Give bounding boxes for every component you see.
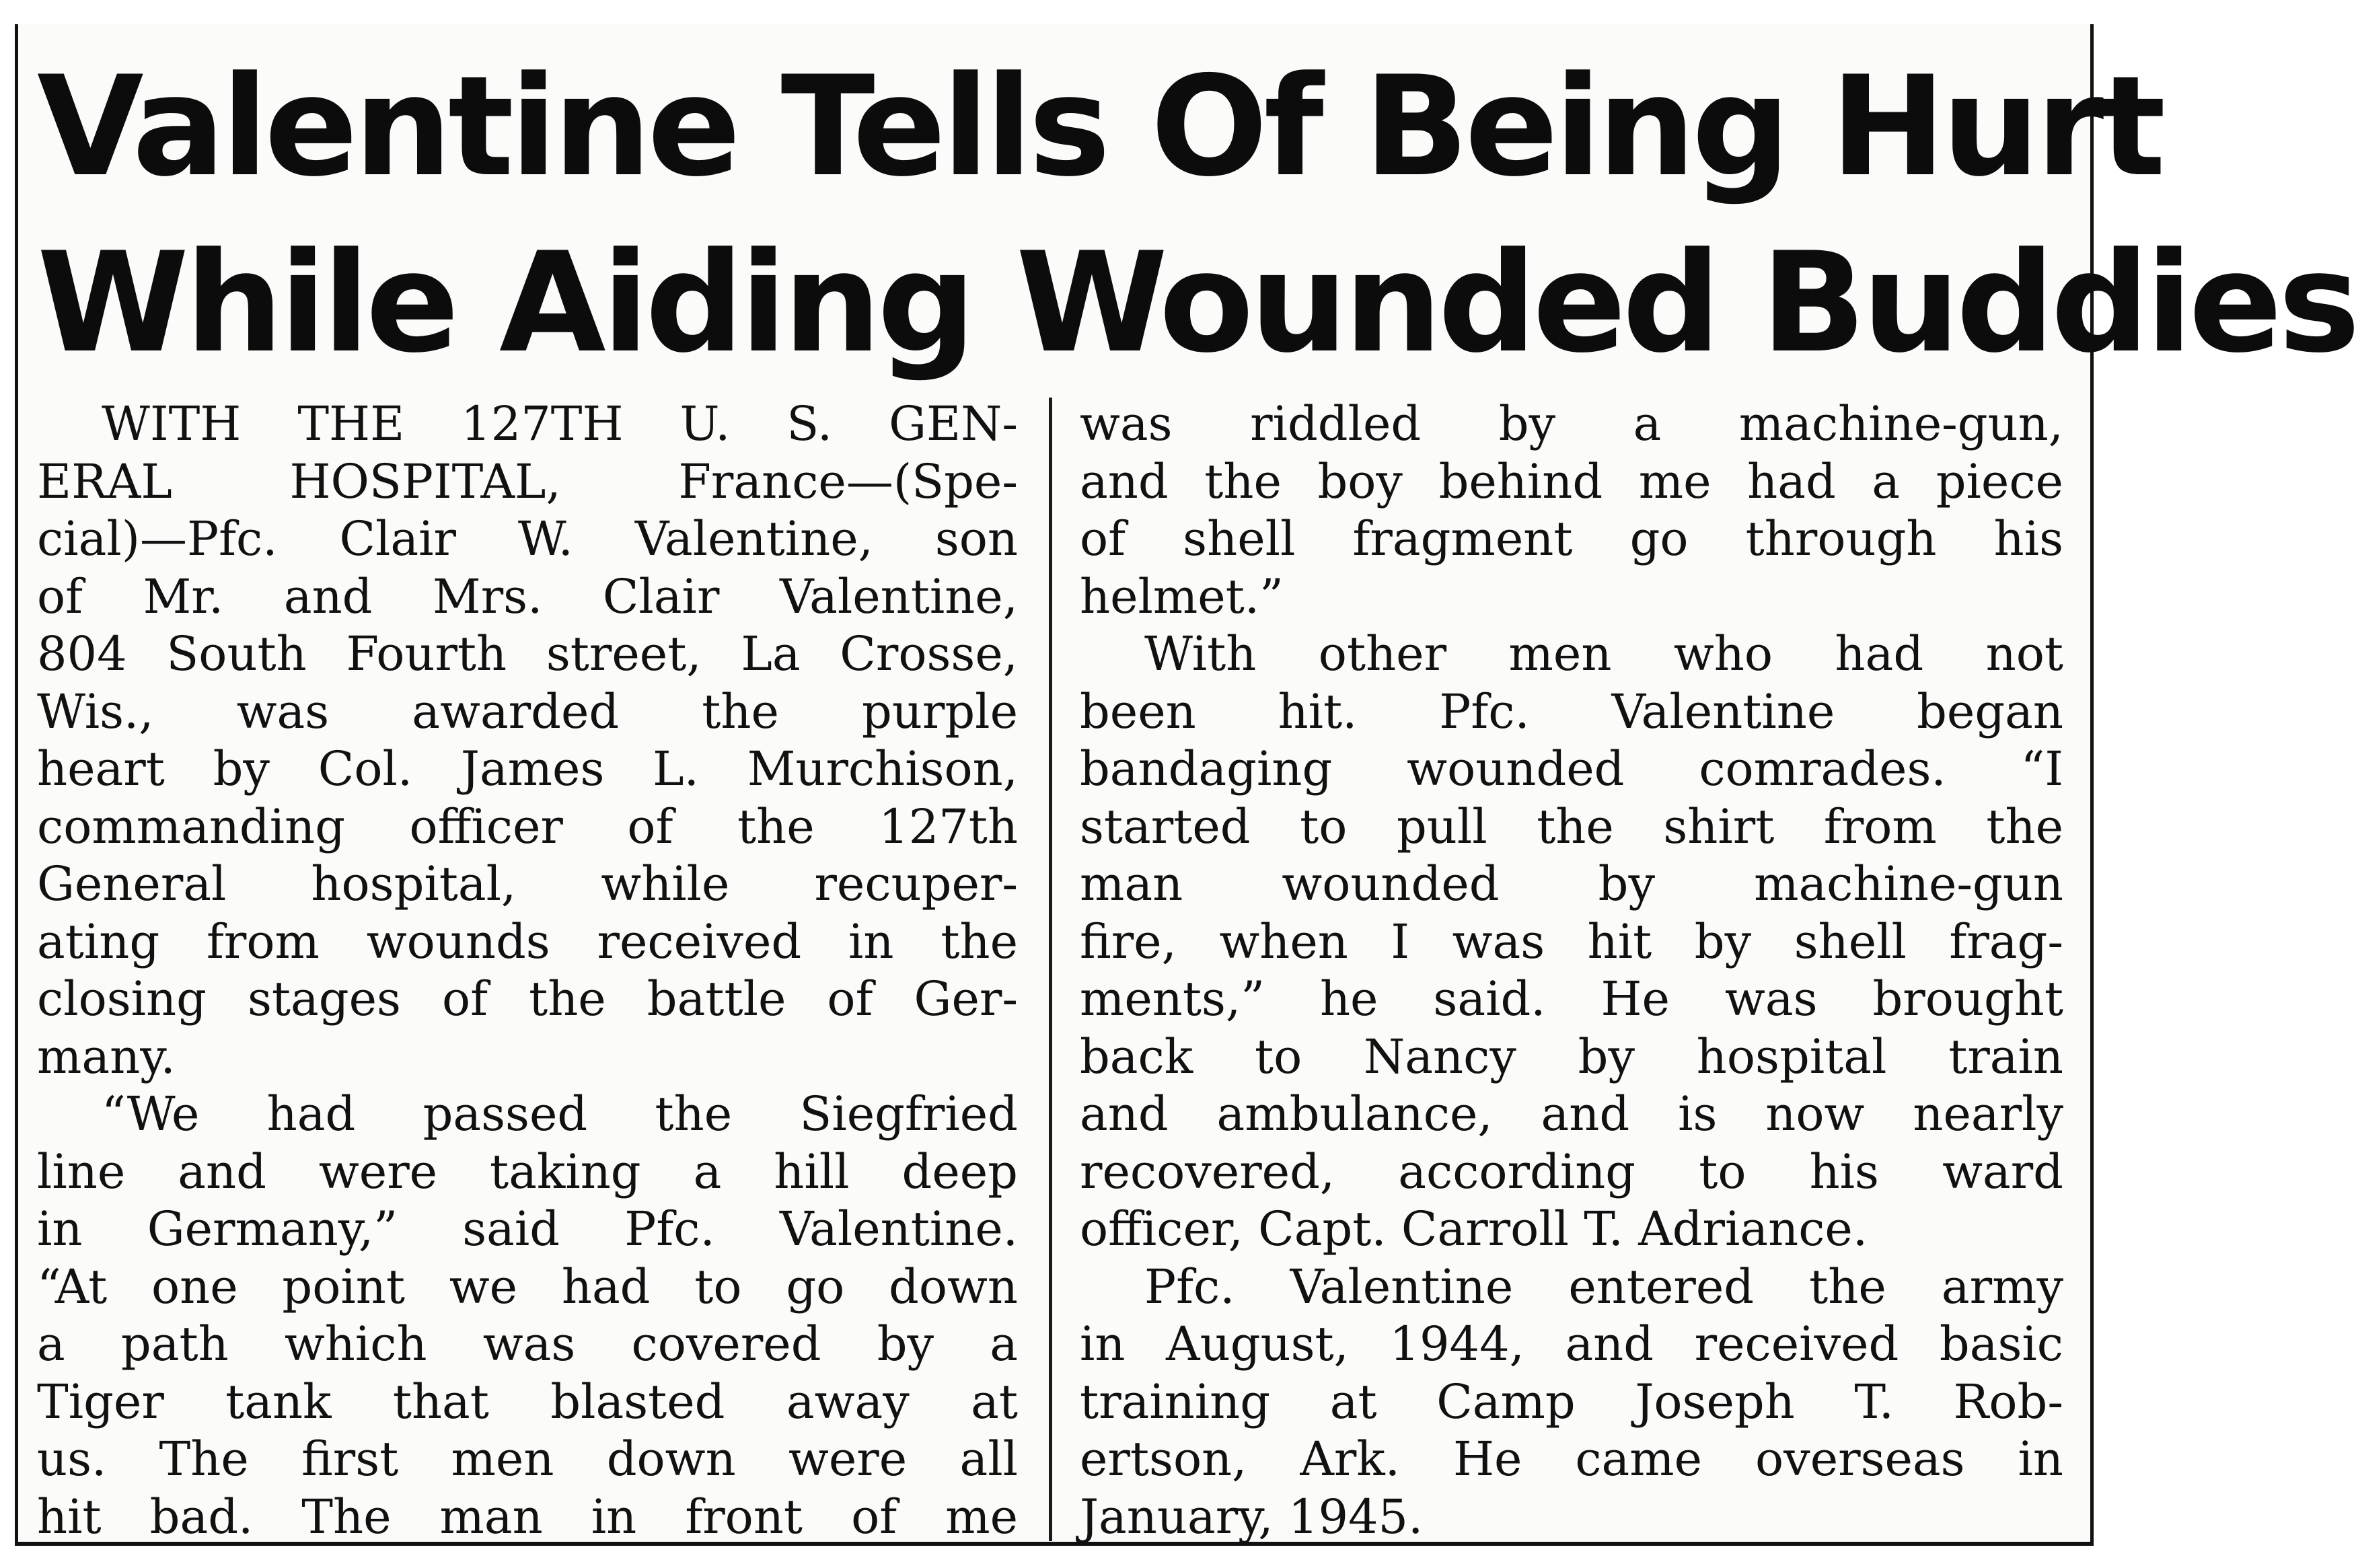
article-text-line: General hospital, while recuper- bbox=[37, 856, 1018, 911]
article-text-line: heart by Col. James L. Murchison, bbox=[37, 741, 1018, 796]
article-text-line: “At one point we had to go down bbox=[37, 1259, 1018, 1314]
article-text-line: of shell fragment go through his bbox=[1080, 511, 2063, 566]
column-divider bbox=[1049, 398, 1052, 1541]
article-text-line: of Mr. and Mrs. Clair Valentine, bbox=[37, 568, 1018, 624]
article-text-line: With other men who had not bbox=[1144, 626, 2063, 681]
article-text-line: and the boy behind me had a piece bbox=[1080, 453, 2063, 509]
article-text-line: “We had passed the Siegfried bbox=[102, 1086, 1018, 1142]
article-text-line: training at Camp Joseph T. Rob- bbox=[1080, 1374, 2063, 1429]
article-text-line: many. bbox=[37, 1029, 176, 1084]
article-text-line: recovered, according to his ward bbox=[1080, 1144, 2063, 1199]
article-text-line: cial)—Pfc. Clair W. Valentine, son bbox=[37, 511, 1018, 566]
article-text-line: closing stages of the battle of Ger- bbox=[37, 971, 1018, 1026]
article-text-line: Pfc. Valentine entered the army bbox=[1144, 1259, 2063, 1314]
article-text-line: ments,” he said. He was brought bbox=[1080, 971, 2063, 1026]
newspaper-clipping bbox=[15, 24, 2356, 1546]
article-text-line: started to pull the shirt from the bbox=[1080, 798, 2063, 854]
article-text-line: fire, when I was hit by shell frag- bbox=[1080, 913, 2063, 969]
article-text-line: Wis., was awarded the purple bbox=[37, 683, 1018, 739]
article-text-line: January, 1945. bbox=[1080, 1489, 1424, 1544]
article-column-left bbox=[37, 396, 1018, 1546]
headline-line-2: While Aiding Wounded Buddies bbox=[37, 223, 2356, 383]
article-text-line: Tiger tank that blasted away at bbox=[37, 1374, 1018, 1429]
article-text-line: was riddled by a machine-gun, bbox=[1080, 396, 2063, 451]
article-text-line: in August, 1944, and received basic bbox=[1080, 1316, 2063, 1372]
article-text-line: man wounded by machine-gun bbox=[1080, 856, 2063, 911]
article-text-line: line and were taking a hill deep bbox=[37, 1144, 1018, 1199]
article-text-line: back to Nancy by hospital train bbox=[1080, 1029, 2063, 1084]
article-column-right bbox=[1080, 396, 2063, 1546]
article-text-line: commanding officer of the 127th bbox=[37, 798, 1018, 854]
article-text-line: helmet.” bbox=[1080, 568, 1284, 624]
article-text-line: ERAL HOSPITAL, France—(Spe- bbox=[37, 453, 1018, 509]
article-text-line: ating from wounds received in the bbox=[37, 913, 1018, 969]
article-text-line: us. The first men down were all bbox=[37, 1431, 1018, 1487]
article-text-line: hit bad. The man in front of me bbox=[37, 1489, 1018, 1544]
article-text-line: bandaging wounded comrades. “I bbox=[1080, 741, 2063, 796]
article-text-line: WITH THE 127TH U. S. GEN- bbox=[102, 396, 1018, 451]
article-text-line: in Germany,” said Pfc. Valentine. bbox=[37, 1201, 1018, 1257]
article-text-line: a path which was covered by a bbox=[37, 1316, 1018, 1372]
article-text-line: been hit. Pfc. Valentine began bbox=[1080, 683, 2063, 739]
headline-line-1: Valentine Tells Of Being Hurt bbox=[37, 47, 2162, 207]
article-text-line: ertson, Ark. He came overseas in bbox=[1080, 1431, 2063, 1487]
article-text-line: officer, Capt. Carroll T. Adriance. bbox=[1080, 1201, 1868, 1257]
article-text-line: 804 South Fourth street, La Crosse, bbox=[37, 626, 1018, 681]
article-text-line: and ambulance, and is now nearly bbox=[1080, 1086, 2063, 1142]
